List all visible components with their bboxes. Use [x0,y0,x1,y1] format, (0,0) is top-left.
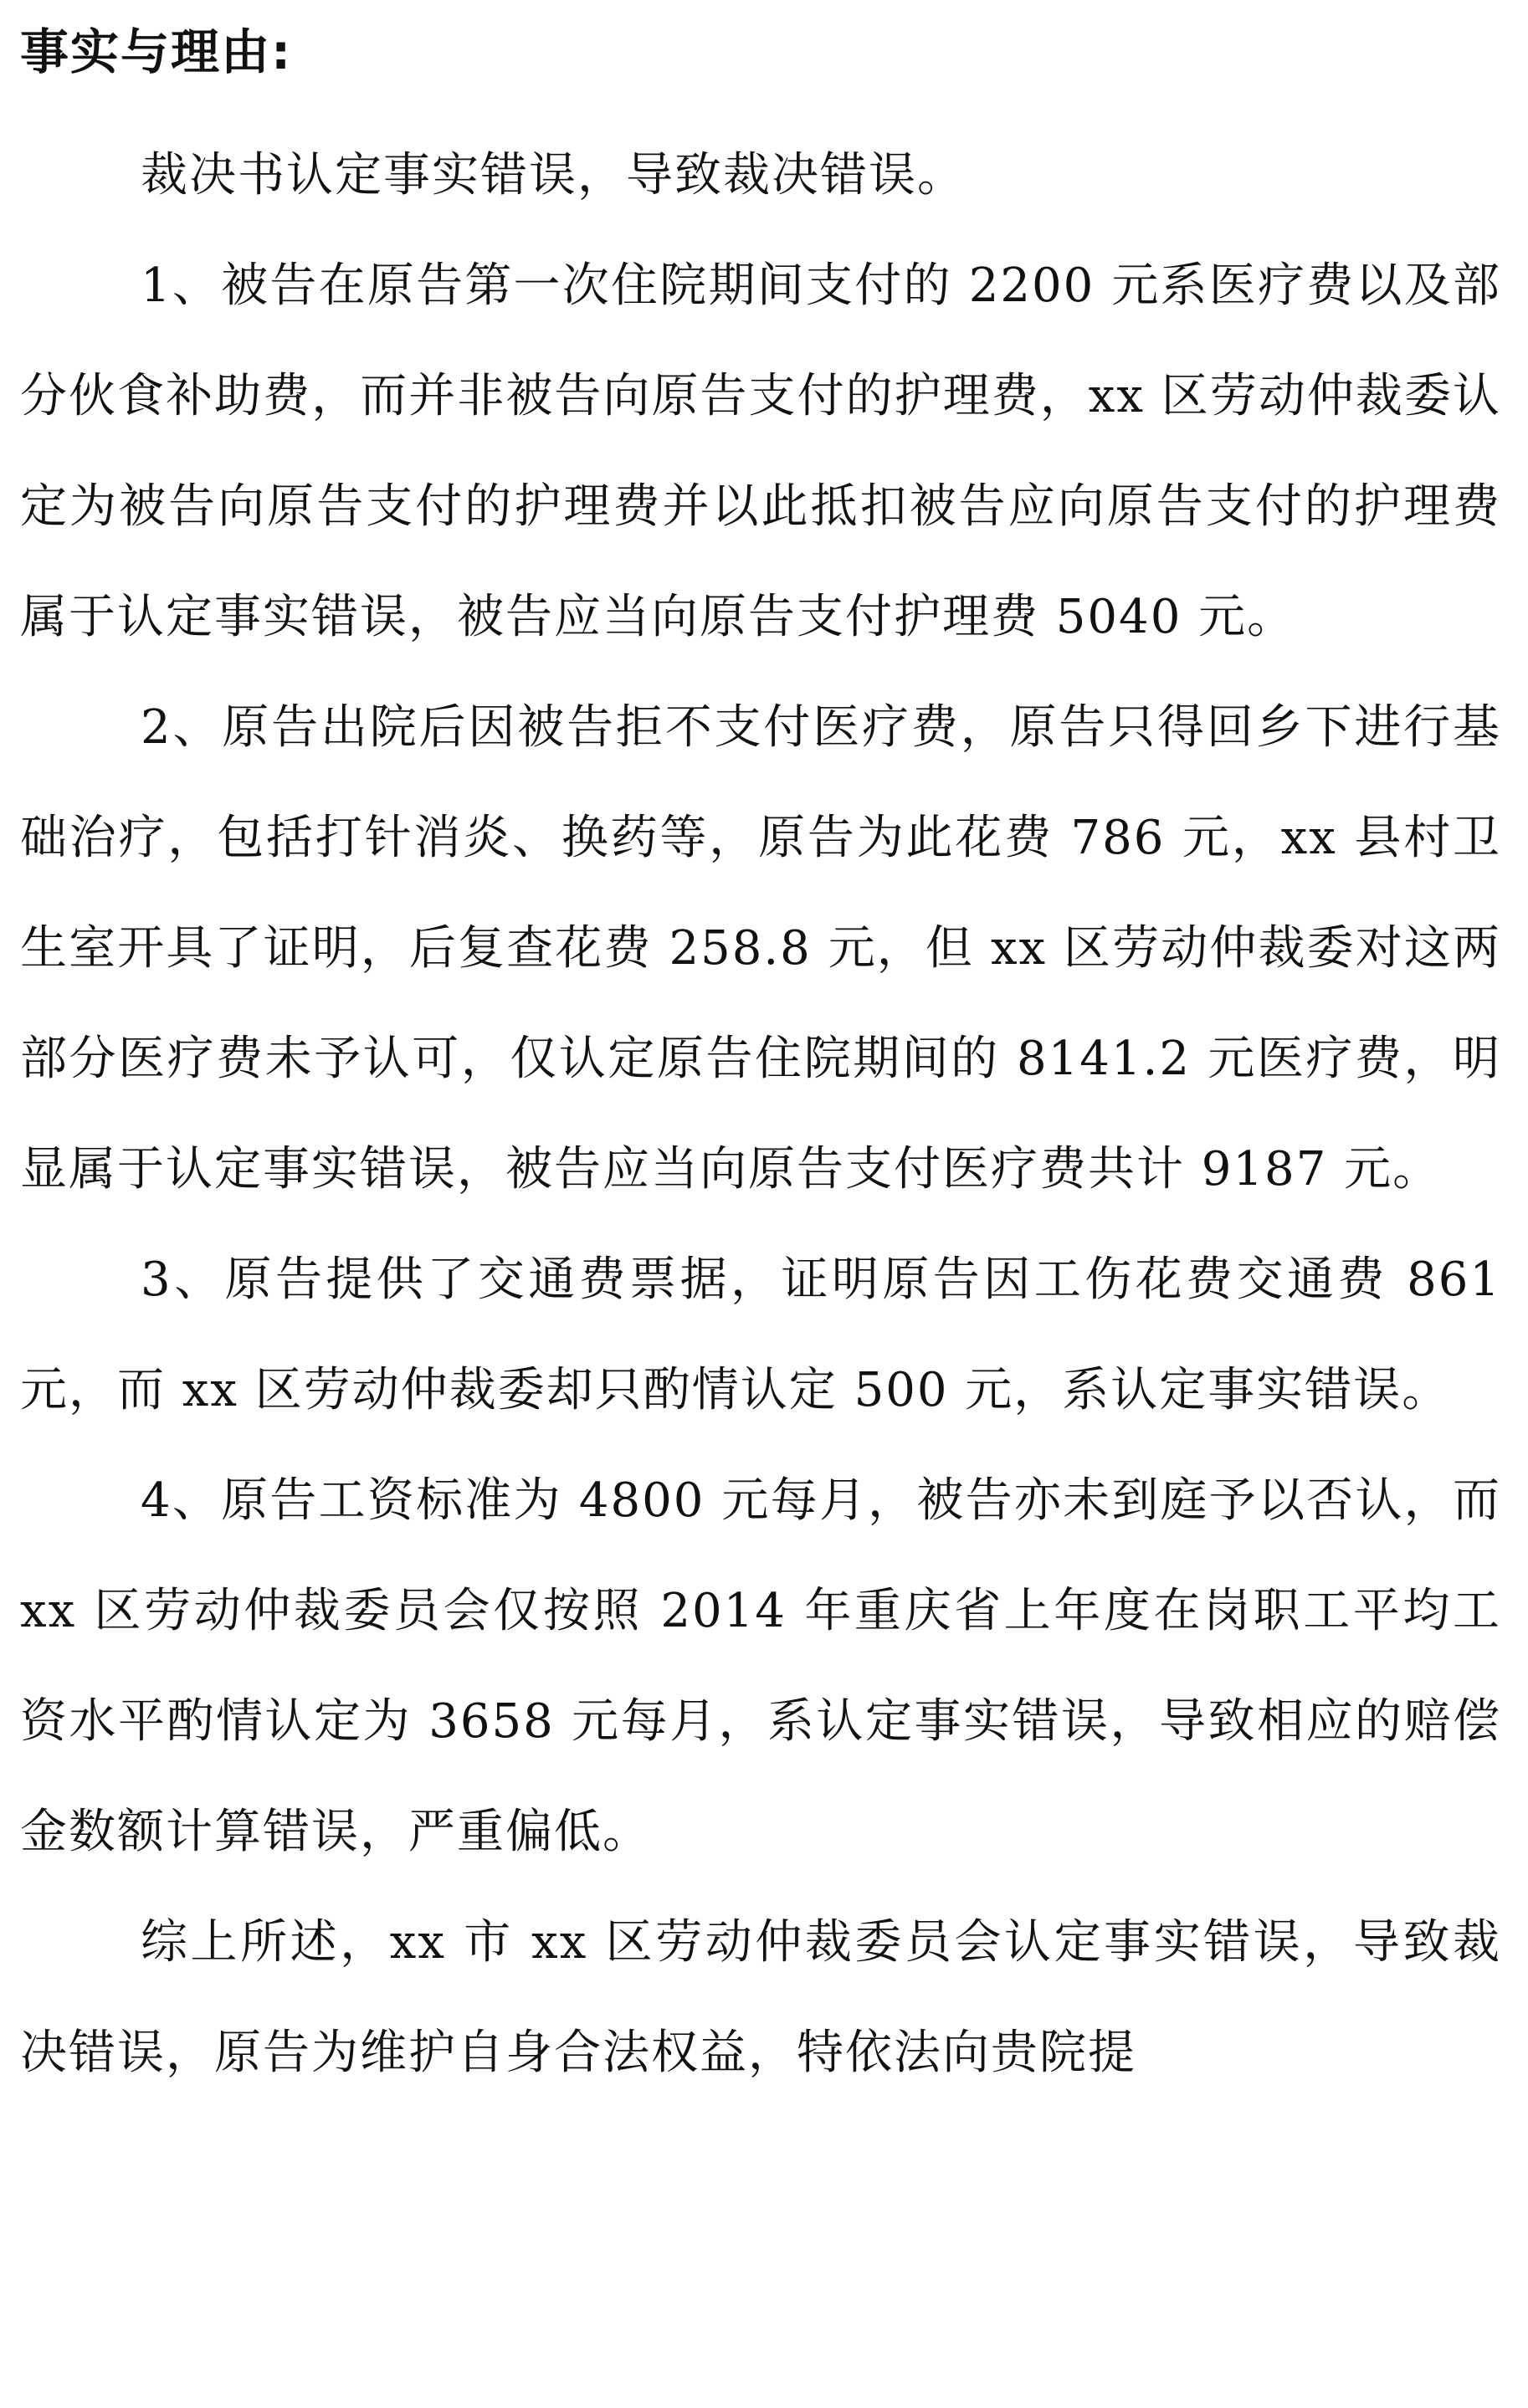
document-body [20,120,1501,2108]
paragraph-intro: 裁决书认定事实错误，导致裁决错误。 [141,148,966,202]
paragraph-conclusion: 综上所述，xx 市 xx 区劳动仲裁委员会认定事实错误，导致裁决错误，原告为维护自身合法权益，特依法向贵院提 [20,1915,1501,2080]
paragraph-point-4: 4、原告工资标准为 4800 元每月，被告亦未到庭予以否认，而 xx 区劳动仲裁委员会仅按照 2014 年重庆省上年度在岗职工平均工资水平酌情认定为 3658 元每月，系认定事实错误，导致相应的赔偿金数额计算错误，严重偏低。 [20,1473,1501,1859]
paragraph-point-3: 3、原告提供了交通费票据，证明原告因工伤花费交通费 861 元，而 xx 区劳动仲裁委却只酌情认定 500 元，系认定事实错误。 [20,1253,1501,1417]
paragraph-point-2: 2、原告出院后因被告拒不支付医疗费，原告只得回乡下进行基础治疗，包括打针消炎、换药等，原告为此花费 786 元，xx 县村卫生室开具了证明，后复查花费 258.8 元，但 xx 区劳动仲裁委对这两部分医疗费未予认可，仅认定原告住院期间的 8141.2 元医疗费，明显属于认定事实错误，被告应当向原告支付医疗费共计 9187 元。 [20,700,1501,1196]
paragraph-point-1: 1、被告在原告第一次住院期间支付的 2200 元系医疗费以及部分伙食补助费，而并非被告向原告支付的护理费，xx 区劳动仲裁委认定为被告向原告支付的护理费并以此抵扣被告应向原告支付的护理费属于认定事实错误，被告应当向原告支付护理费 5040 元。 [20,259,1501,644]
section-heading: 事实与理由: [20,23,293,80]
